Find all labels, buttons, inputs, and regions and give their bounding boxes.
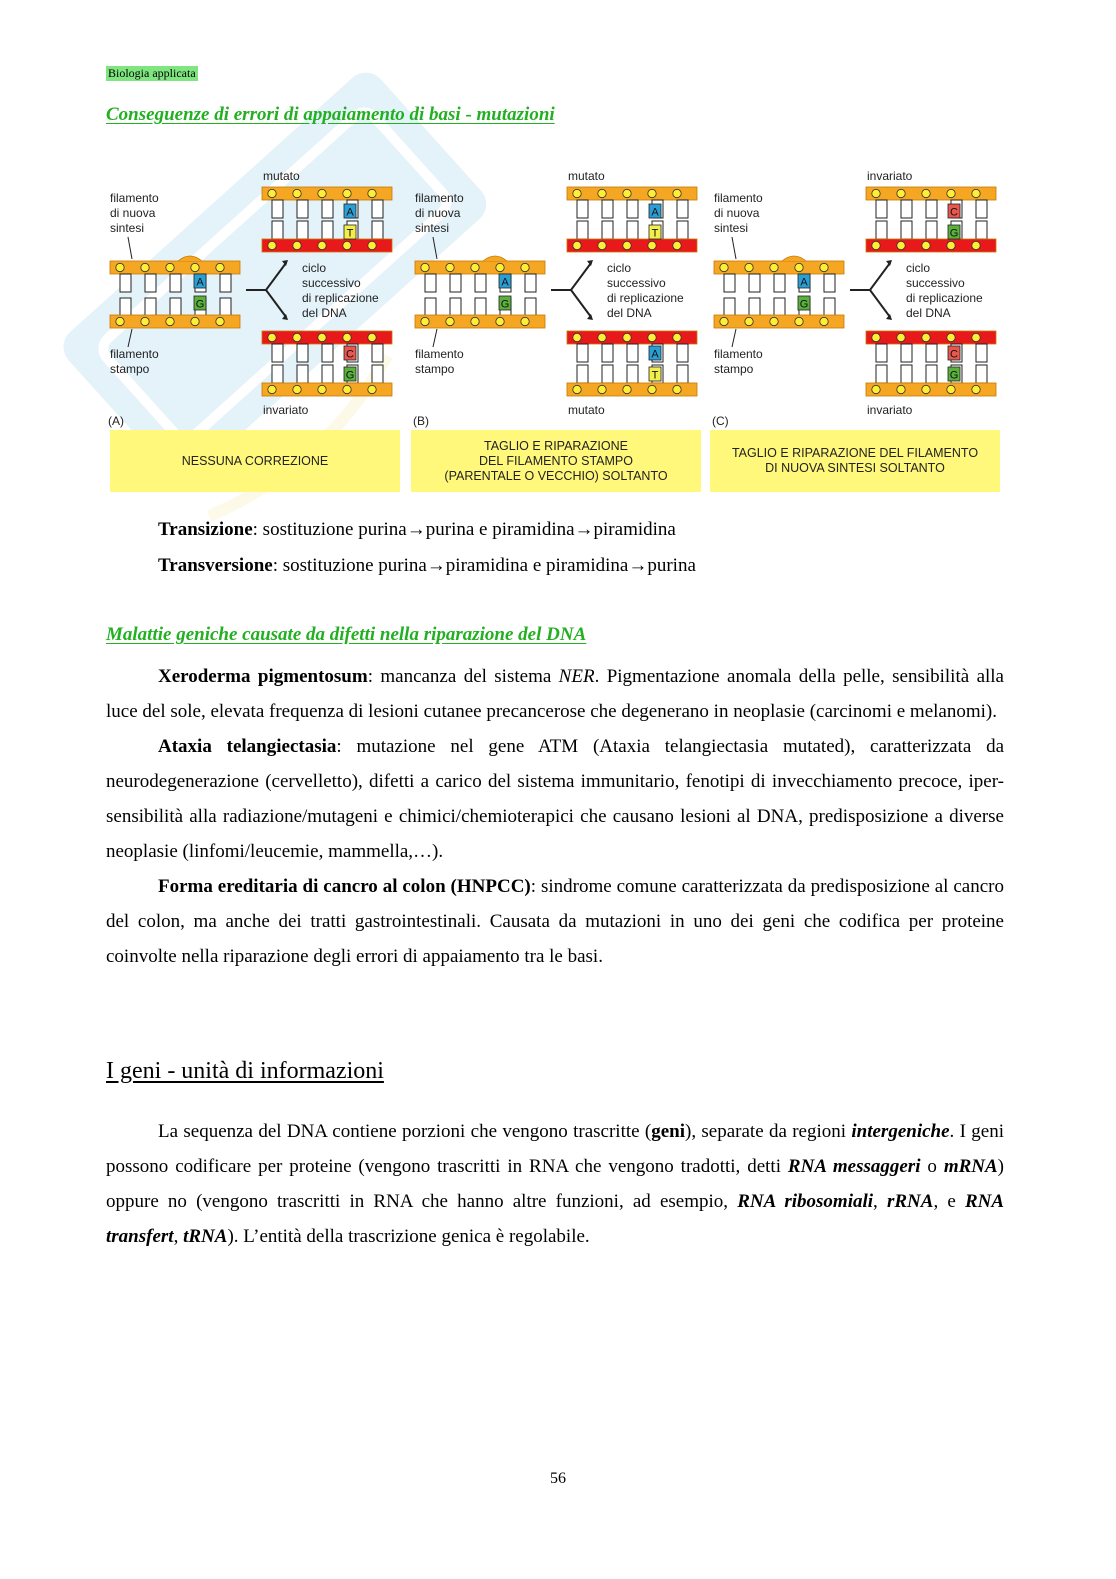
panel-c-bottom-daughter-strand-1-dot bbox=[947, 333, 955, 341]
panel-c-top-daughter-strand-2-dot bbox=[922, 241, 930, 249]
definition-transition bbox=[158, 518, 676, 542]
panel-a-bottom-daughter-strand-2-dot bbox=[293, 385, 301, 393]
panel-a-bottom-daughter-rung bbox=[322, 365, 333, 383]
panel-b-bottom-daughter-strand-1-dot bbox=[598, 333, 606, 341]
panel-c-pointer-new bbox=[732, 237, 736, 259]
panel-b-parent-top-strand-dot bbox=[446, 263, 454, 271]
panel-a-top-daughter-strand-1-dot bbox=[368, 189, 376, 197]
panel-b-parent-top-strand-dot bbox=[471, 263, 479, 271]
panel-a-parent-bottom-strand-dot bbox=[191, 317, 199, 325]
panel-c-new-strand-label-line: filamento bbox=[714, 191, 763, 205]
panel-b-mismatch-bulge bbox=[483, 256, 507, 261]
panel-c-top-daughter-rung bbox=[926, 200, 937, 218]
panel-b-top-daughter-strand-2-dot bbox=[573, 241, 581, 249]
panel-b-parent-base-2-letter: G bbox=[500, 298, 510, 311]
panel-c-top-daughter-strand-1-dot bbox=[947, 189, 955, 197]
panel-b-top-daughter-rung bbox=[602, 200, 613, 218]
panel-c-bottom-daughter-rung bbox=[976, 365, 987, 383]
panel-c-top-result: invariato bbox=[867, 169, 913, 183]
panel-b-cycle-label-line: ciclo bbox=[607, 261, 632, 275]
panel-b-bottom-daughter-strand-1-dot bbox=[573, 333, 581, 341]
text-hnpcc: : sindrome comune caratterizzata da predisposizione al cancro del colon, ma anche dei tratti gastrointestinali. Causata da mutazioni in uno dei geni che codifica per proteine coinvolte nella riparazione degli errori di appaiamento tra le basi. bbox=[106, 876, 1004, 967]
panel-c-template-label-line: stampo bbox=[714, 362, 754, 376]
panel-c-bottom-daughter-rung bbox=[926, 365, 937, 383]
panel-c-parent-bottom-strand-dot bbox=[820, 317, 828, 325]
panel-b-top-daughter-rung bbox=[577, 200, 588, 218]
panel-a-bottom-daughter-rung bbox=[272, 365, 283, 383]
genes-s3: . I geni possono codificare per proteine (vengono trascritti in RNA che vengono tradotti, detti bbox=[106, 1121, 1004, 1177]
panel-b-bottom-daughter-rung bbox=[627, 365, 638, 383]
panel-c-parent-top-rung bbox=[724, 274, 735, 292]
panel-a-cycle-label-line: del DNA bbox=[302, 306, 347, 320]
panel-c-parent-top-strand-dot bbox=[795, 263, 803, 271]
panel-b-bottom-daughter-rung bbox=[602, 344, 613, 362]
panel-b-parent-bottom-strand-dot bbox=[471, 317, 479, 325]
panel-a-top-daughter-rung bbox=[272, 221, 283, 239]
panel-a-parent-top-strand-dot bbox=[141, 263, 149, 271]
panel-c-new-strand-label-line: di nuova bbox=[714, 206, 760, 220]
panel-b-bottom-daughter-rung bbox=[577, 365, 588, 383]
panel-c-top-daughter-strand-1-dot bbox=[922, 189, 930, 197]
panel-c-pointer-template bbox=[732, 329, 736, 347]
diseases-paragraphs bbox=[106, 659, 1004, 974]
panel-c-mismatch-bulge bbox=[782, 256, 806, 261]
panel-a-parent-bottom-strand-dot bbox=[166, 317, 174, 325]
panel-b-parent-top-rung bbox=[425, 274, 436, 292]
panel-b-parent-top-strand-dot bbox=[496, 263, 504, 271]
panel-c-new-strand-label-line: sintesi bbox=[714, 221, 749, 235]
panel-c-top-daughter-strand-1-dot bbox=[872, 189, 880, 197]
panel-a-bottom-daughter-strand-1-dot bbox=[368, 333, 376, 341]
panel-c-parent-base-2-letter: G bbox=[799, 298, 809, 311]
panel-a-pointer-template bbox=[128, 329, 132, 347]
panel-a-parent-top-strand-dot bbox=[116, 263, 124, 271]
panel-c-parent-bottom-rung bbox=[724, 298, 735, 316]
panel-a-bottom-daughter-rung bbox=[372, 344, 383, 362]
paragraph-hnpcc bbox=[106, 869, 1004, 974]
panel-c-bottom-result: invariato bbox=[867, 403, 913, 417]
box-panel-b bbox=[411, 430, 701, 492]
genes-b4: mRNA bbox=[943, 1156, 998, 1177]
panel-a-cycle-label bbox=[302, 261, 379, 321]
box-c-line2: DI NUOVA SINTESI SOLTANTO bbox=[765, 461, 945, 475]
panel-a-bottom-daughter-strand-2-dot bbox=[268, 385, 276, 393]
panel-a-bottom-daughter-strand-2-dot bbox=[343, 385, 351, 393]
panel-c-parent-top-strand-dot bbox=[720, 263, 728, 271]
panel-c-top-daughter-rung bbox=[976, 221, 987, 239]
panel-c-bottom-daughter-rung bbox=[876, 365, 887, 383]
panel-b-parent-bottom-rung bbox=[475, 298, 486, 316]
panel-b-parent-bottom-strand-dot bbox=[446, 317, 454, 325]
panel-c-parent-bottom-rung bbox=[749, 298, 760, 316]
panel-b-top-daughter-strand-2-dot bbox=[598, 241, 606, 249]
definition-transversion bbox=[158, 554, 696, 578]
term-ataxia: Ataxia telangiectasia bbox=[158, 736, 337, 757]
panel-c-parent-top-strand-dot bbox=[745, 263, 753, 271]
panel-a-top-base-1-letter: A bbox=[346, 206, 354, 219]
text-ner: NER bbox=[558, 666, 595, 687]
panel-a-parent-bottom-strand-dot bbox=[116, 317, 124, 325]
genes-b3: RNA messaggeri bbox=[787, 1156, 921, 1177]
panel-c-top-daughter-rung bbox=[876, 221, 887, 239]
box-b-line1: TAGLIO E RIPARAZIONE bbox=[483, 438, 628, 453]
genes-s7: , e bbox=[933, 1191, 965, 1212]
panel-c-bottom-daughter-strand-1-dot bbox=[972, 333, 980, 341]
box-panel-c bbox=[710, 430, 1000, 492]
box-b-line3: (PARENTALE O VECCHIO) SOLTANTO bbox=[444, 468, 668, 483]
panel-b-template-label-line: stampo bbox=[415, 362, 455, 376]
panel-b-pointer-template bbox=[433, 329, 437, 347]
genes-b6: rRNA bbox=[886, 1191, 934, 1212]
panel-a-bottom-daughter-strand-2-dot bbox=[368, 385, 376, 393]
term-transition: Transizione bbox=[158, 519, 253, 540]
panel-b-top-daughter-rung bbox=[627, 200, 638, 218]
panel-c-top-daughter-rung bbox=[926, 221, 937, 239]
genes-paragraph bbox=[106, 1114, 1004, 1254]
genes-s9: ). L’entità della trascrizione genica è regolabile. bbox=[227, 1226, 590, 1247]
panel-b-bottom-base-1-letter: A bbox=[651, 348, 659, 361]
panel-b-top-daughter-strand-2-dot bbox=[623, 241, 631, 249]
panel-b-top-daughter-strand-1-dot bbox=[673, 189, 681, 197]
panel-a-template-label-line: filamento bbox=[110, 347, 159, 361]
panel-a-top-daughter-strand-1-dot bbox=[318, 189, 326, 197]
panel-a-top-daughter-strand-2-dot bbox=[268, 241, 276, 249]
panel-c-parent-top-rung bbox=[824, 274, 835, 292]
genes-b8: tRNA bbox=[183, 1226, 228, 1247]
panel-c-bottom-daughter-strand-2-dot bbox=[947, 385, 955, 393]
panel-b-cycle-label bbox=[607, 261, 684, 321]
panel-a-top-daughter-strand-1-dot bbox=[268, 189, 276, 197]
panel-a-parent-top-strand-dot bbox=[166, 263, 174, 271]
term-hnpcc: Forma ereditaria di cancro al colon (HNPCC) bbox=[158, 876, 531, 897]
panel-b-parent-top-strand-dot bbox=[521, 263, 529, 271]
section-title-diseases: Malattie geniche causate da difetti nella riparazione del DNA bbox=[106, 624, 587, 645]
panel-a-new-strand-label-line: filamento bbox=[110, 191, 159, 205]
term-xeroderma: Xeroderma pigmentosum bbox=[158, 666, 368, 687]
panel-c-parent-base-1-letter: A bbox=[800, 276, 808, 289]
panel-c-parent-top-rung bbox=[749, 274, 760, 292]
panel-a-top-result: mutato bbox=[263, 169, 300, 183]
panel-b-top-daughter-rung bbox=[677, 221, 688, 239]
panel-b-bottom-daughter-strand-1-dot bbox=[648, 333, 656, 341]
panel-b-top-daughter-strand-1-dot bbox=[648, 189, 656, 197]
panel-c-top-daughter-rung bbox=[901, 221, 912, 239]
panel-a-top-daughter-rung bbox=[372, 200, 383, 218]
panel-a-top-base-2-letter: T bbox=[346, 227, 354, 240]
panel-b-pointer-new bbox=[433, 237, 437, 259]
box-b-line2: DEL FILAMENTO STAMPO bbox=[479, 453, 633, 468]
panel-c-template-label bbox=[714, 347, 763, 377]
panel-b-parent-bottom-rung bbox=[425, 298, 436, 316]
panel-a-parent-bottom-strand-dot bbox=[141, 317, 149, 325]
panel-c-top-base-1-letter: C bbox=[950, 206, 958, 219]
panel-a-top-daughter-rung bbox=[272, 200, 283, 218]
panel-a-bottom-base-2-letter: G bbox=[345, 369, 355, 382]
panel-a-parent-bottom-strand-dot bbox=[216, 317, 224, 325]
panel-a-parent-bottom-rung bbox=[170, 298, 181, 316]
panel-b-top-base-1-letter: A bbox=[651, 206, 659, 219]
panel-a-template-label-line: stampo bbox=[110, 362, 150, 376]
panel-b-top-daughter-strand-2-dot bbox=[673, 241, 681, 249]
panel-a-parent-top-rung bbox=[120, 274, 131, 292]
panel-c-parent-bottom-strand-dot bbox=[795, 317, 803, 325]
panel-b-bottom-daughter-rung bbox=[602, 365, 613, 383]
running-header: Biologia applicata bbox=[108, 66, 196, 80]
panel-a-bottom-base-1-letter: C bbox=[346, 348, 354, 361]
panel-b-fork-arrow bbox=[551, 263, 591, 317]
panel-a-cycle-label-line: di replicazione bbox=[302, 291, 379, 305]
panel-a-bottom-daughter-strand-1-dot bbox=[268, 333, 276, 341]
panel-a-parent-base-1-letter: A bbox=[196, 276, 204, 289]
text-xeroderma-c: . Pigmentazione anomala della pelle, sensibilità alla luce del sole, elevata frequenza di lesioni cutanee precancerose che degenerano in neoplasie (carcinomi e melanomi). bbox=[106, 666, 1004, 722]
panel-a-bottom-daughter-strand-1-dot bbox=[318, 333, 326, 341]
panel-b-parent-top-rung bbox=[525, 274, 536, 292]
panel-a-new-strand-label-line: sintesi bbox=[110, 221, 145, 235]
panel-c-parent-bottom-strand-dot bbox=[745, 317, 753, 325]
panel-b-bottom-daughter-rung bbox=[677, 344, 688, 362]
panel-b-template-label bbox=[415, 347, 464, 377]
panel-a-top-daughter-rung bbox=[322, 221, 333, 239]
panel-a-parent-bottom-rung bbox=[120, 298, 131, 316]
text-transition: : sostituzione purina→purina e piramidina→piramidina bbox=[252, 519, 676, 540]
panel-b-top-daughter-rung bbox=[627, 221, 638, 239]
panel-a-bottom-daughter-strand-1-dot bbox=[293, 333, 301, 341]
panel-c-top-daughter-rung bbox=[901, 200, 912, 218]
panel-b-top-daughter-strand-2-dot bbox=[648, 241, 656, 249]
panel-a-new-strand-label-line: di nuova bbox=[110, 206, 156, 220]
panel-b-parent-top-rung bbox=[475, 274, 486, 292]
panel-b-bottom-daughter-rung bbox=[627, 344, 638, 362]
panel-c-cycle-label-line: ciclo bbox=[906, 261, 931, 275]
panel-b-bottom-daughter-rung bbox=[577, 344, 588, 362]
panel-c-parent-bottom-strand-dot bbox=[720, 317, 728, 325]
panel-c-cycle-label-line: successivo bbox=[906, 276, 965, 290]
panel-c-bottom-daughter-strand-2-dot bbox=[922, 385, 930, 393]
panel-b-parent-bottom-strand-dot bbox=[521, 317, 529, 325]
panel-a-top-daughter-strand-1-dot bbox=[343, 189, 351, 197]
panel-c-parent-top-strand-dot bbox=[820, 263, 828, 271]
panel-c-bottom-base-2-letter: G bbox=[949, 369, 959, 382]
panel-b-letter: (B) bbox=[413, 414, 429, 428]
panel-c-top-daughter-strand-2-dot bbox=[872, 241, 880, 249]
panel-c-top-daughter-strand-1-dot bbox=[972, 189, 980, 197]
panel-a-parent-bottom-rung bbox=[220, 298, 231, 316]
panel-a-top-daughter-rung bbox=[372, 221, 383, 239]
panel-b-new-strand-label bbox=[415, 191, 464, 236]
panel-a-parent-top-rung bbox=[170, 274, 181, 292]
panel-c-top-daughter-strand-2-dot bbox=[947, 241, 955, 249]
panel-b-parent-top-rung bbox=[450, 274, 461, 292]
box-panel-a bbox=[110, 430, 400, 492]
panel-b-bottom-result: mutato bbox=[568, 403, 605, 417]
panel-c-parent-bottom-rung bbox=[824, 298, 835, 316]
panel-a-top-daughter-rung bbox=[322, 200, 333, 218]
panel-a-pointer-new bbox=[128, 237, 132, 259]
term-transversion: Transversione bbox=[158, 555, 273, 576]
panel-b-bottom-base-2-letter: T bbox=[651, 369, 659, 382]
panel-a-bottom-daughter-rung bbox=[297, 365, 308, 383]
panel-a-cycle-label-line: ciclo bbox=[302, 261, 327, 275]
panel-a-parent-top-strand-dot bbox=[216, 263, 224, 271]
section-title-genes: I geni - unità di informazioni bbox=[106, 1058, 384, 1084]
paragraph-ataxia bbox=[106, 729, 1004, 869]
panel-c-parent-bottom-strand-dot bbox=[770, 317, 778, 325]
panel-c-parent-bottom-rung bbox=[774, 298, 785, 316]
panel-c-template-label-line: filamento bbox=[714, 347, 763, 361]
panel-b-template-label-line: filamento bbox=[415, 347, 464, 361]
panel-b-new-strand-label-line: filamento bbox=[415, 191, 464, 205]
panel-a-parent-top-rung bbox=[220, 274, 231, 292]
panel-c-bottom-base-1-letter: C bbox=[950, 348, 958, 361]
panel-b-top-daughter-rung bbox=[577, 221, 588, 239]
panel-a-bottom-daughter-rung bbox=[372, 365, 383, 383]
panel-a-bottom-result: invariato bbox=[263, 403, 309, 417]
panel-c-top-daughter-rung bbox=[976, 200, 987, 218]
panel-b-top-daughter-rung bbox=[602, 221, 613, 239]
panel-a-top-daughter-strand-1-dot bbox=[293, 189, 301, 197]
panel-c-cycle-label-line: di replicazione bbox=[906, 291, 983, 305]
genes-s4: o bbox=[920, 1156, 944, 1177]
panel-c-bottom-daughter-rung bbox=[876, 344, 887, 362]
panel-a-parent-bottom-rung bbox=[145, 298, 156, 316]
panel-a-new-strand-label bbox=[110, 191, 159, 236]
panel-c-parent-top-rung bbox=[774, 274, 785, 292]
section-title-mutations: Conseguenze di errori di appaiamento di basi - mutazioni bbox=[106, 104, 555, 125]
genes-s8: , bbox=[173, 1226, 184, 1247]
panel-c-bottom-daughter-strand-2-dot bbox=[872, 385, 880, 393]
panel-c-bottom-daughter-rung bbox=[901, 344, 912, 362]
page-number: 56 bbox=[550, 1470, 566, 1487]
panel-a-top-daughter-rung bbox=[297, 200, 308, 218]
genes-b5: RNA ribosomiali bbox=[737, 1191, 874, 1212]
genes-s5: ) oppure no (vengono trascritti in RNA che hanno altre funzioni, ad esempio, bbox=[106, 1156, 1004, 1212]
panel-a-top-daughter-strand-2-dot bbox=[368, 241, 376, 249]
panel-c-bottom-daughter-strand-1-dot bbox=[872, 333, 880, 341]
panel-c-top-base-2-letter: G bbox=[949, 227, 959, 240]
panel-a-mismatch-bulge bbox=[178, 256, 202, 261]
genes-b1: geni bbox=[651, 1121, 685, 1142]
panel-a-parent-base-2-letter: G bbox=[195, 298, 205, 311]
panel-a-fork-arrow bbox=[246, 263, 286, 317]
panel-b-bottom-daughter-rung bbox=[677, 365, 688, 383]
panel-b-parent-bottom-rung bbox=[525, 298, 536, 316]
panel-b-bottom-daughter-strand-1-dot bbox=[673, 333, 681, 341]
panel-c-bottom-daughter-rung bbox=[901, 365, 912, 383]
mutation-repair-figure bbox=[106, 165, 1006, 495]
panel-a-top-daughter-strand-2-dot bbox=[318, 241, 326, 249]
genes-s6: , bbox=[873, 1191, 887, 1212]
panel-c-new-strand-label bbox=[714, 191, 763, 236]
text-transversion: : sostituzione purina→piramidina e piramidina→purina bbox=[272, 555, 696, 576]
panel-b-parent-base-1-letter: A bbox=[501, 276, 509, 289]
panel-c-bottom-daughter-rung bbox=[926, 344, 937, 362]
panel-a-bottom-daughter-rung bbox=[322, 344, 333, 362]
panel-b-bottom-daughter-strand-2-dot bbox=[673, 385, 681, 393]
panel-c-top-daughter-rung bbox=[876, 200, 887, 218]
panel-b-top-result: mutato bbox=[568, 169, 605, 183]
panel-c-letter: (C) bbox=[712, 414, 729, 428]
panel-c-top-daughter-strand-2-dot bbox=[972, 241, 980, 249]
panel-b-parent-bottom-strand-dot bbox=[496, 317, 504, 325]
text-ataxia: : mutazione nel gene ATM (Ataxia telangiectasia mutated), caratterizzata da neurodegenerazione (cervelletto), difetti a carico del sistema immunitario, fenotipi di invecchiamento precoce, iper-sensibilità alla radiazione/mutageni e chimici/chemioterapici che causano lesioni al DNA, predisposizione a diverse neoplasie (linfomi/leucemie, mammella,…). bbox=[106, 736, 1004, 862]
panel-a-top-daughter-rung bbox=[297, 221, 308, 239]
panel-c-top-daughter-strand-2-dot bbox=[897, 241, 905, 249]
panel-b-bottom-daughter-strand-2-dot bbox=[623, 385, 631, 393]
panel-c-fork-arrow bbox=[850, 263, 890, 317]
panel-b-bottom-daughter-strand-2-dot bbox=[598, 385, 606, 393]
panel-a-bottom-daughter-rung bbox=[272, 344, 283, 362]
panel-b-parent-bottom-strand-dot bbox=[421, 317, 429, 325]
genes-b2: intergeniche bbox=[851, 1121, 950, 1142]
panel-b-bottom-daughter-strand-1-dot bbox=[623, 333, 631, 341]
panel-b-new-strand-label-line: sintesi bbox=[415, 221, 450, 235]
panel-c-top-daughter-strand-1-dot bbox=[897, 189, 905, 197]
panel-a-bottom-daughter-rung bbox=[297, 344, 308, 362]
panel-b-bottom-daughter-strand-2-dot bbox=[573, 385, 581, 393]
panel-c-bottom-daughter-rung bbox=[976, 344, 987, 362]
panel-a-letter: (A) bbox=[108, 414, 124, 428]
panel-b-cycle-label-line: del DNA bbox=[607, 306, 652, 320]
panel-a-cycle-label-line: successivo bbox=[302, 276, 361, 290]
panel-a-bottom-daughter-strand-1-dot bbox=[343, 333, 351, 341]
genes-s2: ), separate da regioni bbox=[685, 1121, 852, 1142]
paragraph-genes bbox=[106, 1114, 1004, 1254]
genes-s1: La sequenza del DNA contiene porzioni che vengono trascritte ( bbox=[158, 1121, 652, 1142]
panel-b-top-base-2-letter: T bbox=[651, 227, 659, 240]
panel-b-new-strand-label-line: di nuova bbox=[415, 206, 461, 220]
box-a-line1: NESSUNA CORREZIONE bbox=[181, 453, 329, 468]
panel-b-top-daughter-rung bbox=[677, 200, 688, 218]
panel-b-cycle-label-line: di replicazione bbox=[607, 291, 684, 305]
text-xeroderma-a: : mancanza del sistema bbox=[367, 666, 559, 687]
panel-c-parent-top-strand-dot bbox=[770, 263, 778, 271]
genes-b7: RNA transfert bbox=[106, 1191, 1005, 1247]
panel-a-bottom-daughter-strand-2-dot bbox=[318, 385, 326, 393]
panel-c-bottom-daughter-strand-1-dot bbox=[897, 333, 905, 341]
panel-a-parent-top-rung bbox=[145, 274, 156, 292]
box-c-line1: TAGLIO E RIPARAZIONE DEL FILAMENTO bbox=[731, 446, 979, 460]
panel-b-top-daughter-strand-1-dot bbox=[573, 189, 581, 197]
panel-b-cycle-label-line: successivo bbox=[607, 276, 666, 290]
panel-c-cycle-label bbox=[906, 261, 983, 321]
panel-b-bottom-daughter-strand-2-dot bbox=[648, 385, 656, 393]
panel-b-top-daughter-strand-1-dot bbox=[623, 189, 631, 197]
panel-a-template-label bbox=[110, 347, 159, 377]
panel-c-cycle-label-line: del DNA bbox=[906, 306, 951, 320]
panel-a-parent-top-strand-dot bbox=[191, 263, 199, 271]
panel-c-bottom-daughter-strand-2-dot bbox=[897, 385, 905, 393]
panel-b-top-daughter-strand-1-dot bbox=[598, 189, 606, 197]
panel-a-top-daughter-strand-2-dot bbox=[343, 241, 351, 249]
panel-c-bottom-daughter-strand-2-dot bbox=[972, 385, 980, 393]
panel-c-bottom-daughter-strand-1-dot bbox=[922, 333, 930, 341]
panel-b-parent-bottom-rung bbox=[450, 298, 461, 316]
paragraph-xeroderma bbox=[106, 659, 1004, 729]
panel-b-parent-top-strand-dot bbox=[421, 263, 429, 271]
panel-a-top-daughter-strand-2-dot bbox=[293, 241, 301, 249]
